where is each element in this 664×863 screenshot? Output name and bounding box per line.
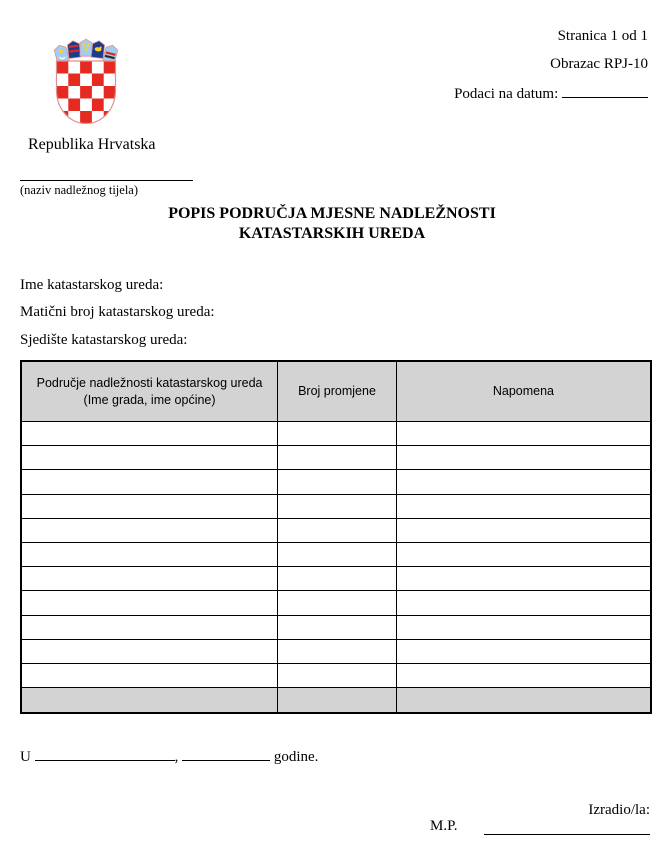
table-cell (21, 567, 278, 591)
signature-line (484, 834, 650, 835)
column-header-area-line2: (Ime grada, ime općine) (83, 392, 216, 407)
form-code: Obrazac RPJ-10 (550, 56, 648, 72)
table-cell (21, 494, 278, 518)
table-cell (396, 567, 651, 591)
jurisdiction-table (20, 360, 652, 714)
place-prefix: U (20, 749, 31, 765)
table-cell (278, 470, 397, 494)
year-blank-field (182, 747, 270, 761)
table-cell (396, 615, 651, 639)
table-cell (396, 639, 651, 663)
table-cell (396, 446, 651, 470)
table-row (21, 567, 651, 591)
table-cell (21, 518, 278, 542)
table-cell (278, 639, 397, 663)
table-cell (278, 567, 397, 591)
jurisdiction-table-wrapper (20, 360, 652, 714)
table-cell (278, 663, 397, 687)
table-cell (278, 615, 397, 639)
table-row (21, 615, 651, 639)
data-date-blank-field (562, 84, 648, 98)
table-summary-cell (21, 688, 278, 713)
authority-caption: (naziv nadležnog tijela) (20, 183, 138, 197)
table-row (21, 663, 651, 687)
table-row (21, 446, 651, 470)
column-header-area (21, 361, 278, 422)
form-title-line2: KATASTARSKIH UREDA (238, 225, 426, 242)
table-cell (396, 494, 651, 518)
table-cell (21, 422, 278, 446)
table-cell (396, 518, 651, 542)
table-cell (21, 591, 278, 615)
table-cell (396, 542, 651, 566)
table-row (21, 591, 651, 615)
table-cell (21, 470, 278, 494)
column-header-area-line1: Područje nadležnosti katastarskog ureda (36, 375, 263, 390)
table-cell (278, 446, 397, 470)
croatian-coat-of-arms-icon (54, 38, 118, 128)
table-cell (278, 542, 397, 566)
office-id-label: Matični broj katastarskog ureda: (20, 304, 215, 320)
form-title-line1: POPIS PODRUČJA MJESNE NADLEŽNOSTI (168, 205, 496, 222)
prepared-by-label: Izradio/la: (588, 802, 650, 818)
table-row (21, 470, 651, 494)
place-blank-field (35, 747, 175, 761)
stamp-label: M.P. (430, 818, 458, 834)
table-summary-cell (396, 688, 651, 713)
table-row (21, 639, 651, 663)
table-row (21, 422, 651, 446)
column-header-note: Napomena (396, 361, 651, 422)
table-row (21, 494, 651, 518)
year-suffix: godine. (273, 749, 319, 765)
table-body (21, 422, 651, 713)
form-title (0, 204, 664, 244)
page-indicator: Stranica 1 od 1 (557, 28, 648, 44)
column-header-change-number: Broj promjene (278, 361, 397, 422)
table-header-row (21, 361, 651, 422)
office-name-label: Ime katastarskog ureda: (20, 277, 164, 293)
place-date-row (20, 747, 318, 766)
authority-name-line (20, 180, 193, 181)
table-cell (278, 494, 397, 518)
office-seat-label: Sjedište katastarskog ureda: (20, 332, 188, 348)
table-cell (21, 663, 278, 687)
table-cell (21, 446, 278, 470)
table-cell (396, 663, 651, 687)
table-cell (396, 591, 651, 615)
table-cell (278, 518, 397, 542)
data-date-label: Podaci na datum: (454, 86, 559, 102)
table-cell (278, 422, 397, 446)
data-date-row (454, 84, 648, 103)
comma: , (174, 749, 179, 765)
table-cell (21, 639, 278, 663)
table-cell (21, 542, 278, 566)
table-row (21, 542, 651, 566)
table-cell (396, 422, 651, 446)
table-summary-cell (278, 688, 397, 713)
table-cell (278, 591, 397, 615)
table-cell (21, 615, 278, 639)
table-row (21, 518, 651, 542)
country-name: Republika Hrvatska (28, 136, 156, 153)
table-summary-row (21, 688, 651, 713)
table-cell (396, 470, 651, 494)
